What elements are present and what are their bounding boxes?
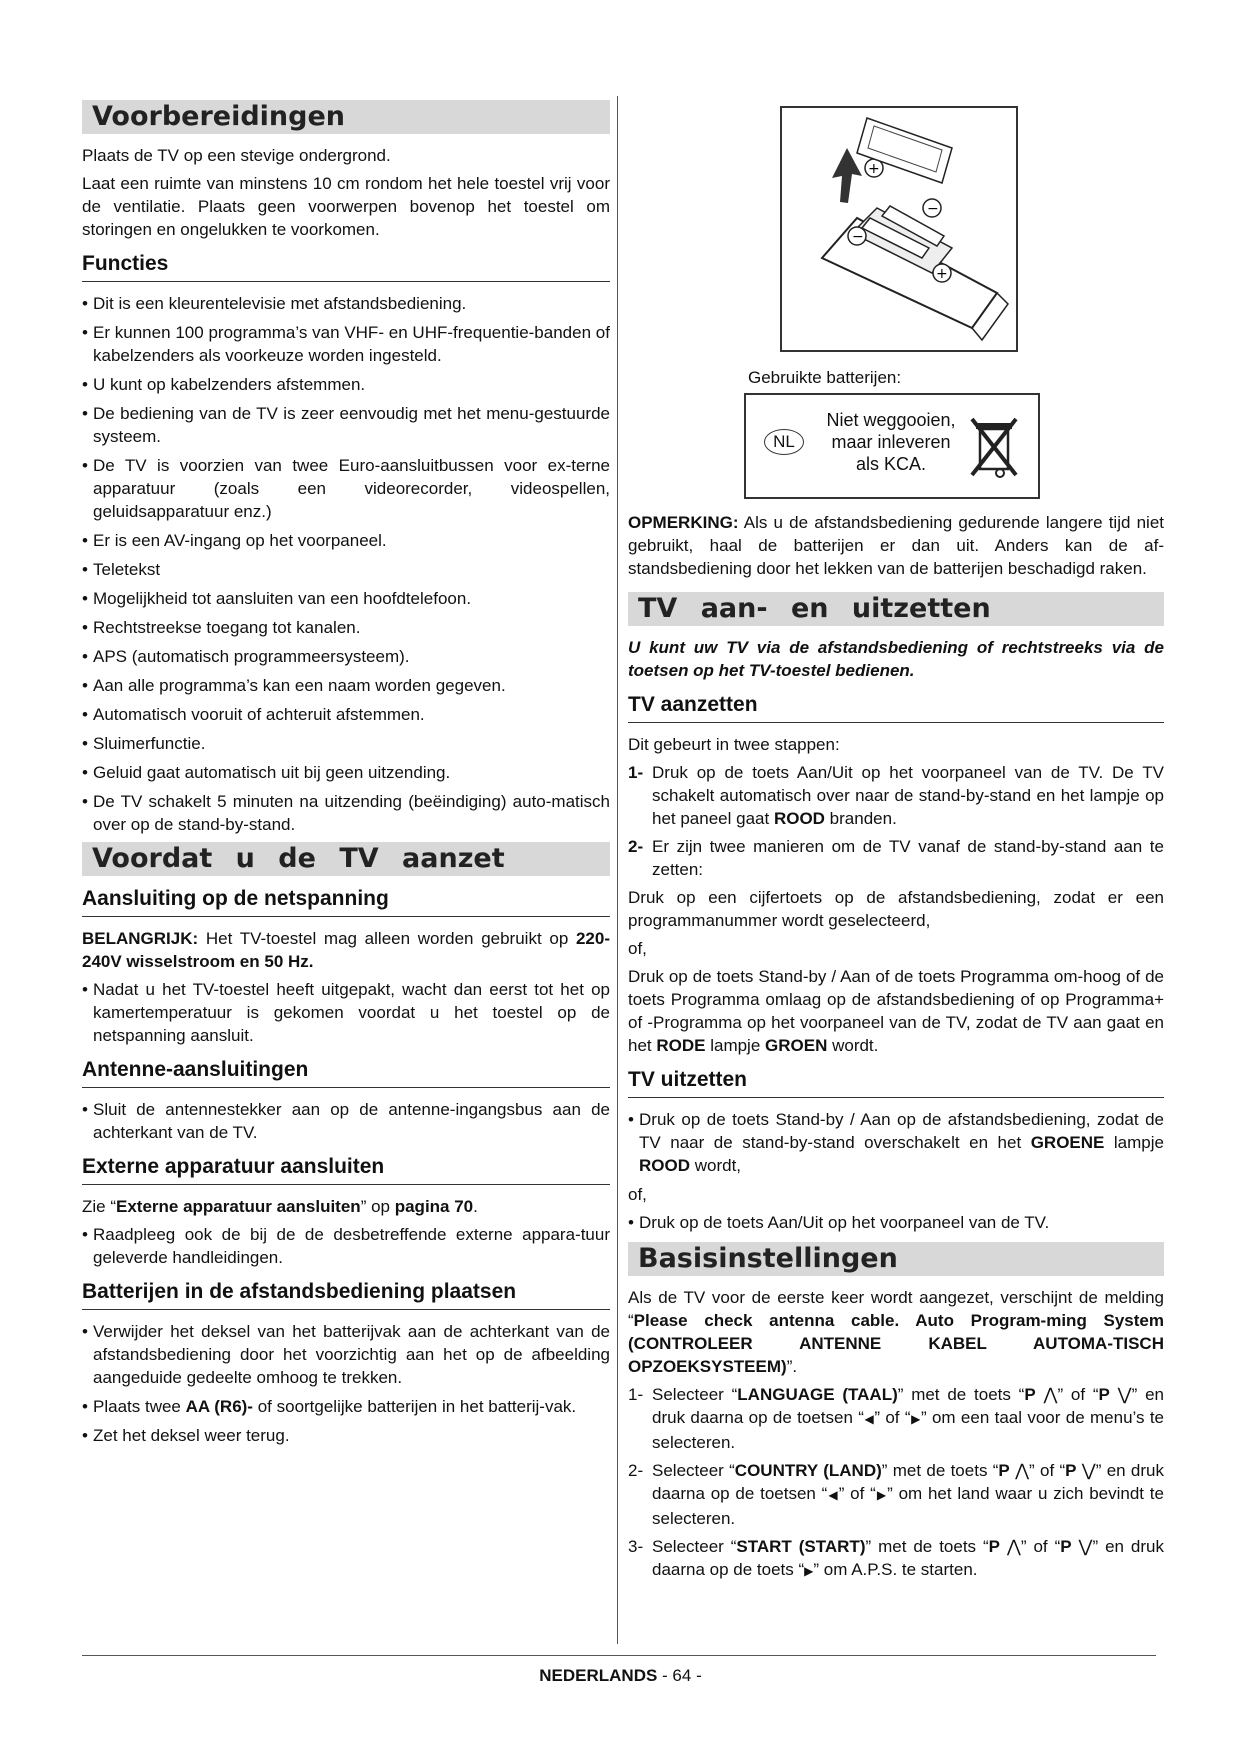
list-item: • Raadpleeg ook de bij de de desbetreffende externe appara-tuur geleverde handleidingen. xyxy=(82,1223,610,1269)
svg-text:−: − xyxy=(927,201,939,217)
list-item: • Druk op de toets Aan/Uit op het voorpaneel van de TV. xyxy=(628,1211,1164,1234)
paragraph: Druk op een cijfertoets op de afstandsbediening, zodat er een programmanummer wordt geselecteerd, xyxy=(628,888,1164,930)
list-item: • Er is een AV-ingang op het voorpaneel. xyxy=(82,529,610,552)
arrow-up-icon: ⋀ xyxy=(1043,1385,1058,1404)
list-item: • Geluid gaat automatisch uit bij geen uitzending. xyxy=(82,761,610,784)
arrow-right-icon: ▶ xyxy=(804,1564,814,1578)
list-item: • De bediening van de TV is zeer eenvoudig met het menu-gestuurde systeem. xyxy=(82,402,610,448)
uitzetten-list xyxy=(628,1108,1164,1177)
uitzetten-list-2 xyxy=(628,1211,1164,1234)
opmerking-paragraph: OPMERKING: Als u de afstandsbediening gedurende langere tijd niet gebruikt, haal de batterijen er dan uit. Anders kan de af-standsbediening door het lekken van de batterijen beschadigd raken. xyxy=(628,513,1164,578)
antenne-list xyxy=(82,1098,610,1144)
remote-control-icon xyxy=(782,108,1016,350)
section-title-voorbereidingen: Voorbereidingen xyxy=(82,100,610,134)
list-item: • Druk op de toets Stand-by / Aan op de afstandsbediening, zodat de TV naar de stand-by-stand overschakelt en het GROENE lampje ROOD wordt, xyxy=(628,1108,1164,1177)
paragraph: Laat een ruimte van minstens 10 cm rondom het hele toestel vrij voor de ventilatie. Plaats geen voorwerpen bovenop het toestel om storingen en ongelukken te voorkomen. xyxy=(82,174,610,239)
list-item: • De TV is voorzien van twee Euro-aansluitbussen voor ex-terne apparatuur (zoals een videorecorder, videospellen, geluidsapparatuur enz.) xyxy=(82,454,610,523)
list-item: • Teletekst xyxy=(82,558,610,581)
footer-language: NEDERLANDS xyxy=(539,1666,658,1685)
step-item: 2- Selecteer “COUNTRY (LAND)” met de toets “P ⋀” of “P ⋁” en druk daarna op de toetsen “◀” of “▶” om het land waar u zich bevindt te selecteren. xyxy=(628,1461,1164,1528)
list-item: • Plaats twee AA (R6)- of soortgelijke batterijen in het batterij-vak. xyxy=(82,1395,610,1418)
belangrijk-label: BELANGRIJK: xyxy=(82,929,199,948)
recycle-notice-box xyxy=(744,393,1040,499)
subsection-title-extern: Externe apparatuur aansluiten xyxy=(82,1154,610,1185)
arrow-right-icon: ▶ xyxy=(910,1412,921,1426)
list-item: • Rechtstreekse toegang tot kanalen. xyxy=(82,616,610,639)
step-item: 1- Selecteer “LANGUAGE (TAAL)” met de toets “P ⋀” of “P ⋁” en druk daarna op de toetsen “◀” of “▶” om een taal voor de menu’s te selecteren. xyxy=(628,1385,1165,1452)
footer-divider xyxy=(82,1655,1156,1656)
svg-text:+: + xyxy=(936,266,948,282)
svg-text:−: − xyxy=(852,229,864,245)
basis-steps xyxy=(628,1383,1164,1583)
list-item: • Nadat u het TV-toestel heeft uitgepakt, wacht dan eerst tot het op kamertemperatuur is gekomen voordat u het toestel op de netspanning aansluit. xyxy=(82,978,610,1047)
belangrijk-paragraph: BELANGRIJK: Het TV-toestel mag alleen worden gebruikt op 220-240V wisselstroom en 50 Hz. xyxy=(82,929,610,971)
column-divider xyxy=(617,96,618,1644)
list-item: • Sluimerfunctie. xyxy=(82,732,610,755)
list-item: • APS (automatisch programmeersysteem). xyxy=(82,645,610,668)
paragraph: Plaats de TV op een stevige ondergrond. xyxy=(82,146,391,165)
list-item: • Aan alle programma’s kan een naam worden gegeven. xyxy=(82,674,610,697)
section-title-basisinstellingen: Basisinstellingen xyxy=(628,1242,1164,1276)
page-number: - 64 - xyxy=(657,1666,702,1685)
svg-text:+: + xyxy=(868,161,880,177)
batterijen-list xyxy=(82,1320,610,1447)
net-list xyxy=(82,978,610,1047)
basis-intro: Als de TV voor de eerste keer wordt aangezet, verschijnt de melding “Please check antenna cable. Auto Program-ming System (CONTROLEER ANTENNE KABEL AUTOMA-TISCH OPZOEKSYSTEEM)”. xyxy=(628,1288,1164,1376)
step-item: 3- Selecteer “START (START)” met de toets “P ⋀” of “P ⋁” en druk daarna op de toets “▶” om A.P.S. te starten. xyxy=(628,1537,1164,1579)
list-item: • Mogelijkheid tot aansluiten van een hoofdtelefoon. xyxy=(82,587,610,610)
arrow-up-icon: ⋀ xyxy=(1006,1537,1021,1556)
nl-badge: NL xyxy=(764,429,804,455)
recycle-text: Niet weggooien, maar inleveren als KCA. xyxy=(826,410,956,474)
step-item: 2- Er zijn twee manieren om de TV vanaf de stand-by-stand aan te zetten: xyxy=(628,837,1164,879)
list-item: • Dit is een kleurentelevisie met afstandsbediening. xyxy=(82,292,610,315)
arrow-up-icon: ⋀ xyxy=(1015,1461,1030,1480)
list-item: • Verwijder het deksel van het batterijvak aan de achterkant van de afstandsbediening door het voorzichtig aan het op de afbeelding aangeduide gedeelte omhoog te trekken. xyxy=(82,1320,610,1389)
list-item: • Zet het deksel weer terug. xyxy=(82,1424,610,1447)
step-item: 1- Druk op de toets Aan/Uit op het voorpaneel van de TV. De TV schakelt automatisch over naar de stand-by-stand en het lampje op het paneel gaat ROOD branden. xyxy=(628,763,1164,828)
list-item: • U kunt op kabelzenders afstemmen. xyxy=(82,373,610,396)
arrow-right-icon: ▶ xyxy=(875,1488,888,1502)
arrow-left-icon: ◀ xyxy=(827,1488,839,1502)
tv-intro: U kunt uw TV via de afstandsbediening of rechtstreeks via de toetsen op het TV-toestel bedienen. xyxy=(628,638,1164,680)
subsection-title-functies: Functies xyxy=(82,251,610,282)
arrow-down-icon: ⋁ xyxy=(1078,1537,1093,1556)
extern-paragraph: Zie “Externe apparatuur aansluiten” op pagina 70. xyxy=(82,1197,478,1216)
batteries-caption: Gebruikte batterijen: xyxy=(748,368,902,387)
subsection-title-antenne: Antenne-aansluitingen xyxy=(82,1057,610,1088)
paragraph: Dit gebeurt in twee stappen: xyxy=(628,735,840,754)
subsection-title-tv-aanzetten: TV aanzetten xyxy=(628,692,1164,723)
subsection-title-netspanning: Aansluiting op de netspanning xyxy=(82,886,610,917)
paragraph: of, xyxy=(628,939,647,958)
section-title-voordat: Voordat u de TV aanzet xyxy=(82,842,610,876)
page-footer xyxy=(0,1664,1241,1687)
list-item: • Er kunnen 100 programma’s van VHF- en UHF-frequentie-banden of kabelzenders als voorkeuze worden ingesteld. xyxy=(82,321,610,367)
arrow-down-icon: ⋁ xyxy=(1081,1461,1096,1480)
aanzetten-steps xyxy=(628,761,1164,881)
remote-battery-illustration xyxy=(780,106,1018,352)
list-item: • De TV schakelt 5 minuten na uitzending (beëindiging) auto-matisch over op de stand-by-stand. xyxy=(82,790,610,836)
list-item: • Sluit de antennestekker aan op de antenne-ingangsbus aan de achterkant van de TV. xyxy=(82,1098,610,1144)
paragraph: of, xyxy=(628,1185,647,1204)
functies-list xyxy=(82,292,610,836)
list-item: • Automatisch vooruit of achteruit afstemmen. xyxy=(82,703,610,726)
paragraph: Druk op de toets Stand-by / Aan of de toets Programma om-hoog of de toets Programma omlaag op de afstandsbediening of op Programma+ of -Programma op het voorpaneel van de TV, zodat de TV aan gaat en het RODE lampje GROEN wordt. xyxy=(628,967,1164,1055)
subsection-title-batterijen: Batterijen in de afstandsbediening plaatsen xyxy=(82,1279,610,1310)
arrow-down-icon: ⋁ xyxy=(1117,1385,1132,1404)
arrow-left-icon: ◀ xyxy=(863,1412,875,1426)
crossed-bin-icon xyxy=(970,415,1018,479)
extern-list xyxy=(82,1223,610,1269)
section-title-tv-aan-uit: TV aan- en uitzetten xyxy=(628,592,1164,626)
left-column xyxy=(82,96,610,1453)
right-column xyxy=(628,96,1164,1588)
subsection-title-tv-uitzetten: TV uitzetten xyxy=(628,1067,1164,1098)
